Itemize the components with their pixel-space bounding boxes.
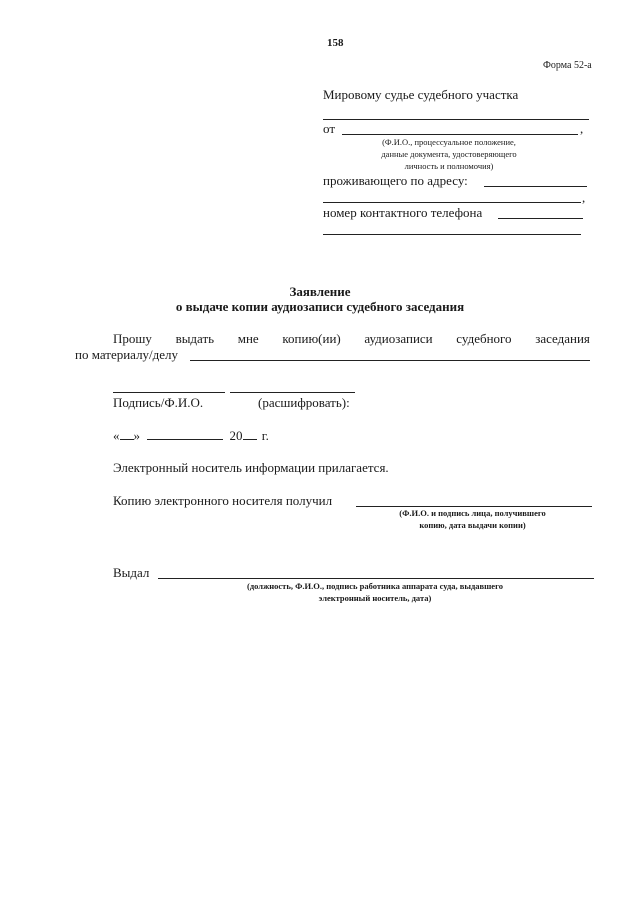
issued-hint-line-1: (должность, Ф.И.О., подпись работника аппарата суда, выдавшего [247, 581, 503, 591]
date-month-blank [147, 429, 223, 440]
received-hint [370, 507, 575, 531]
applicant-hint-line-1: (Ф.И.О., процессуальное положение, [382, 137, 516, 147]
date-quote-open: « [113, 428, 120, 443]
request-line [113, 331, 590, 347]
date-row [113, 428, 269, 444]
from-prefix: от [323, 121, 336, 136]
addressee-to-judge: Мировому судье судебного участка [323, 87, 519, 102]
applicant-hint-line-2: данные документа, удостоверяющего [381, 149, 517, 159]
address-label: проживающего по адресу: [323, 173, 468, 188]
date-quote-close: » [133, 428, 140, 443]
judge-district-line [323, 119, 589, 120]
from-comma: , [580, 121, 584, 136]
issued-line [158, 578, 594, 579]
decrypt-label: (расшифровать): [258, 395, 350, 410]
page-number: 158 [327, 37, 344, 49]
received-hint-line-1: (Ф.И.О. и подпись лица, получившего [399, 508, 546, 518]
applicant-hint-line-3: личность и полномочия) [404, 161, 494, 171]
date-year-prefix: 20 [229, 428, 243, 443]
issued-label: Выдал [113, 565, 150, 580]
address-line-2 [323, 202, 581, 203]
phone-line-2 [323, 234, 581, 235]
form-label: Форма 52-а [543, 60, 592, 71]
issued-hint-line-2: электронный носитель, дата) [318, 593, 432, 603]
signature-label: Подпись/Ф.И.О. [113, 395, 204, 410]
phone-label: номер контактного телефона [323, 205, 483, 220]
request-word-1: Прошу [113, 331, 152, 346]
request-word-5: аудиозаписи [364, 331, 433, 346]
request-word-4: копию(ии) [282, 331, 341, 346]
phone-line [498, 218, 583, 219]
applicant-name-line [342, 134, 578, 135]
received-label: Копию электронного носителя получил [113, 493, 333, 508]
request-word-7: заседания [535, 331, 590, 346]
address-line-1 [484, 186, 587, 187]
title-line-1: Заявление [289, 284, 351, 299]
request-word-3: мне [237, 331, 259, 346]
request-word-2: выдать [175, 331, 215, 346]
attachment-note: Электронный носитель информации прилагается. [113, 460, 389, 475]
signature-line [113, 392, 225, 393]
date-day-blank [120, 429, 134, 440]
received-hint-line-2: копию, дата выдачи копии) [419, 520, 526, 530]
case-number-line [190, 360, 590, 361]
date-year-blank [243, 429, 257, 440]
decrypt-line [230, 392, 355, 393]
title-line-2: о выдаче копии аудиозаписи судебного заседания [175, 299, 465, 314]
address-comma: , [582, 190, 586, 205]
issued-hint [215, 580, 535, 604]
request-word-6: судебного [456, 331, 512, 346]
date-year-suffix: г. [261, 428, 269, 443]
case-label: по материалу/делу [75, 347, 179, 362]
applicant-hint [340, 136, 558, 172]
